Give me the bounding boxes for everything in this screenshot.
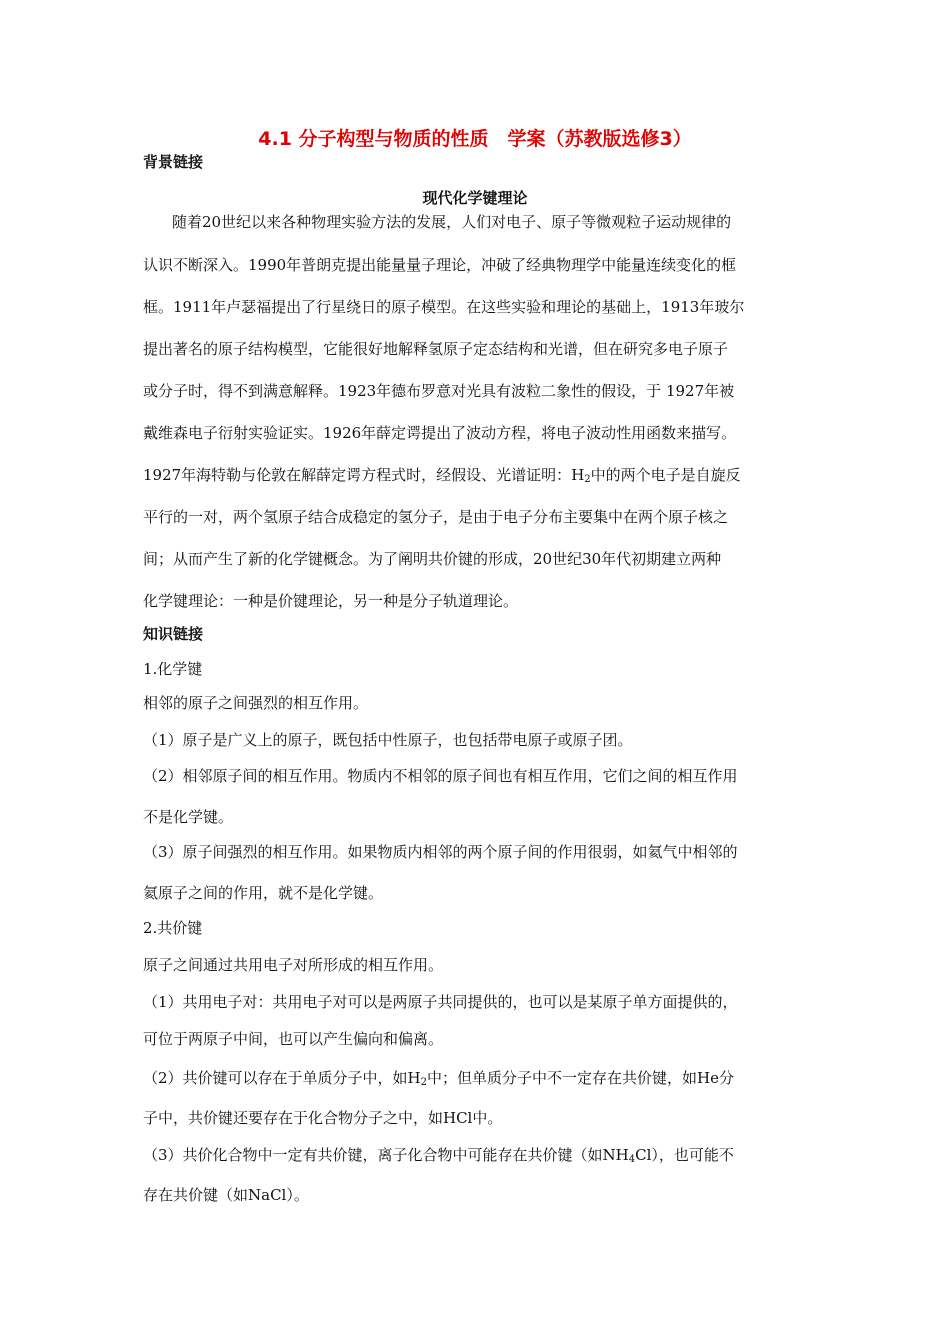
point-line: 存在共价键（如NaCl）。 <box>143 1186 309 1204</box>
definition-text: 相邻的原子之间强烈的相互作用。 <box>143 694 369 712</box>
text-run: （2）共价键可以存在于单质分子中，如H <box>143 1069 421 1087</box>
point-line: 不是化学键。 <box>143 808 234 826</box>
subscript: 2 <box>584 474 591 485</box>
paragraph-line: 认识不断深入。1990年普朗克提出能量量子理论，冲破了经典物理学中能量连续变化的框 <box>143 256 737 274</box>
subscript: 4 <box>628 1154 636 1165</box>
paragraph-line <box>143 465 741 485</box>
paragraph-line: 平行的一对，两个氢原子结合成稳定的氢分子，是由于电子分布主要集中在两个原子核之 <box>143 508 729 526</box>
paragraph-line: 化学键理论：一种是价键理论，另一种是分子轨道理论。 <box>143 592 519 610</box>
point-line: 可位于两原子中间，也可以产生偏向和偏离。 <box>143 1030 444 1048</box>
point-line <box>143 1068 734 1088</box>
point-line: （1）原子是广义上的原子，既包括中性原子，也包括带电原子或原子团。 <box>143 731 633 749</box>
formula-h: H <box>571 466 585 484</box>
definition-text: 原子之间通过共用电子对所形成的相互作用。 <box>143 956 444 974</box>
background-heading: 背景链接 <box>143 153 204 171</box>
point-line: （1）共用电子对：共用电子对可以是两原子共同提供的，也可以是某原子单方面提供的， <box>143 993 738 1011</box>
paragraph-line: 提出著名的原子结构模型，它能很好地解释氢原子定态结构和光谱，但在研究多电子原子 <box>143 340 729 358</box>
text-run: 1927年海特勒与伦敦在解薛定谔方程式时，经假设、光谱证明： <box>143 466 572 484</box>
text-run: Cl），也可能不 <box>635 1146 734 1164</box>
point-line: （2）相邻原子间的相互作用。物质内不相邻的原子间也有相互作用，它们之间的相互作用 <box>143 767 738 785</box>
paragraph-line: 随着20世纪以来各种物理实验方法的发展，人们对电子、原子等微观粒子运动规律的 <box>172 213 732 231</box>
subscript: 2 <box>420 1077 428 1088</box>
point-line <box>143 1145 734 1165</box>
paragraph-line: 框。1911年卢瑟福提出了行星绕日的原子模型。在这些实验和理论的基础上，1913年玻尔 <box>143 298 745 316</box>
text-run: （3）共价化合物中一定有共价键，离子化合物中可能存在共价键（如NH <box>143 1146 629 1164</box>
document-title: 4.1 分子构型与物质的性质 学案（苏教版选修3） <box>258 128 692 150</box>
point-line: 子中，共价键还要存在于化合物分子之中，如HCl中。 <box>143 1109 503 1127</box>
knowledge-heading: 知识链接 <box>143 625 204 643</box>
text-run: 中；但单质分子中不一定存在共价键，如He分 <box>427 1069 734 1087</box>
paragraph-line: 或分子时，得不到满意解释。1923年德布罗意对光具有波粒二象性的假设，于 1927年被 <box>143 382 735 400</box>
paragraph-line: 间；从而产生了新的化学键概念。为了阐明共价键的形成，20世纪30年代初期建立两种 <box>143 550 722 568</box>
subsection-heading: 2.共价键 <box>143 919 203 937</box>
text-run: 中的两个电子是自旋反 <box>590 466 741 484</box>
point-line: 氦原子之间的作用，就不是化学键。 <box>143 884 384 902</box>
point-line: （3）原子间强烈的相互作用。如果物质内相邻的两个原子间的作用很弱，如氦气中相邻的 <box>143 843 738 861</box>
section-subtitle: 现代化学键理论 <box>422 189 528 207</box>
subsection-heading: 1.化学键 <box>143 660 203 678</box>
paragraph-line: 戴维森电子衍射实验证实。1926年薛定谔提出了波动方程，将电子波动性用函数来描写。 <box>143 424 737 442</box>
